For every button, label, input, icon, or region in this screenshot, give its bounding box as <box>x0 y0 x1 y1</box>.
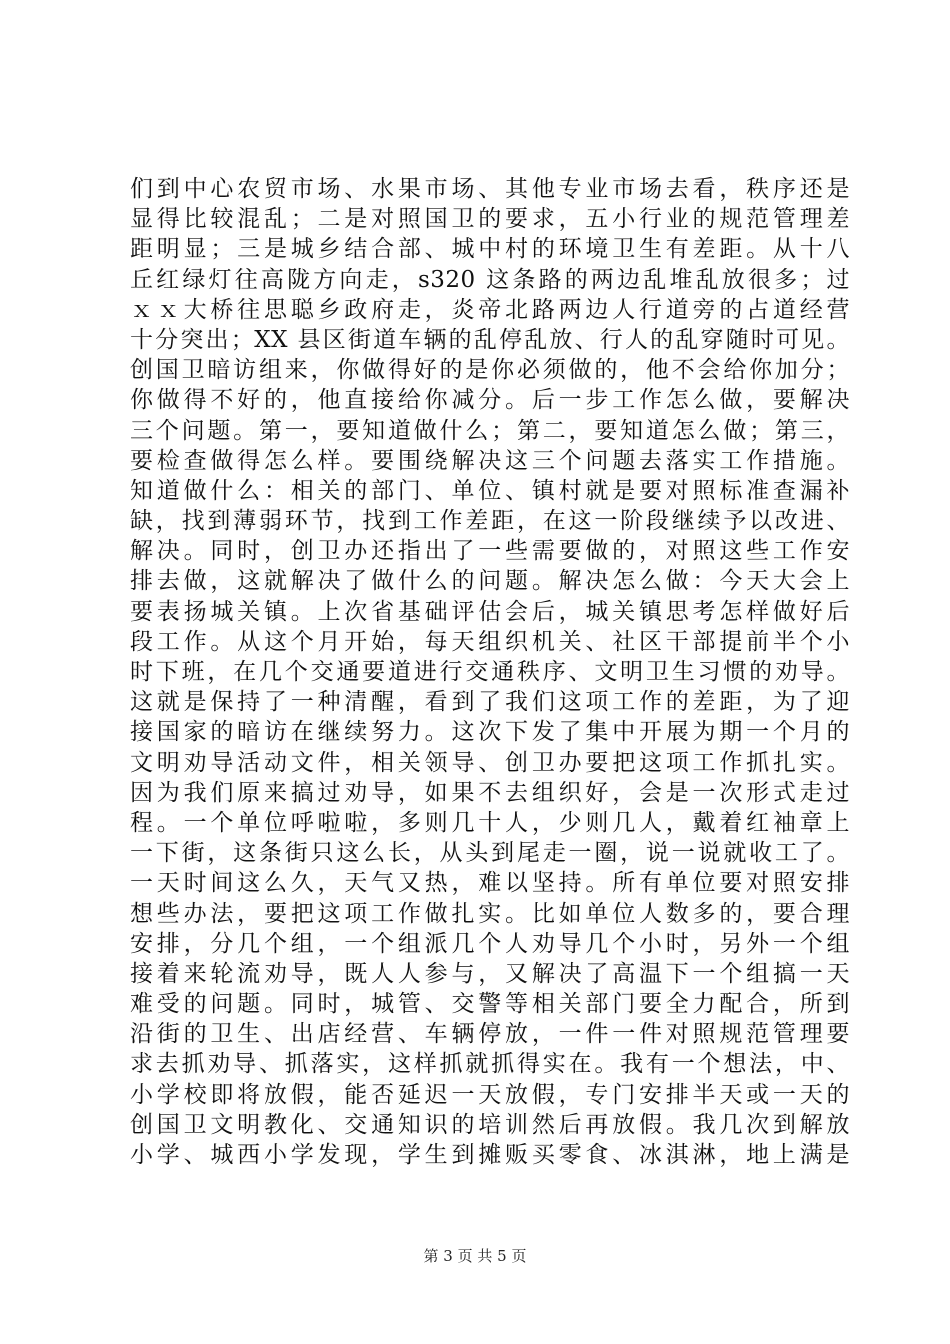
text-line: 排去做，这就解决了做什么的问题。解决怎么做：今天大会上 <box>130 568 850 595</box>
text-line: 文明劝导活动文件，相关领导、创卫办要把这项工作抓扎实。 <box>130 749 850 776</box>
text-line: 你做得不好的，他直接给你减分。后一步工作怎么做，要解决 <box>130 387 850 414</box>
text-line: 这就是保持了一种清醒，看到了我们这项工作的差距，为了迎 <box>130 689 850 716</box>
text-line: 创国卫暗访组来，你做得好的是你必须做的，他不会给你加分； <box>130 357 850 384</box>
text-line: 创国卫文明教化、交通知识的培训然后再放假。我几次到解放 <box>130 1111 850 1138</box>
text-line: 知道做什么：相关的部门、单位、镇村就是要对照标准查漏补 <box>130 477 850 504</box>
text-line: 丘红绿灯往高陇方向走，s320 这条路的两边乱堆乱放很多；过 <box>130 266 850 293</box>
text-line: 安排，分几个组，一个组派几个人劝导几个小时，另外一个组 <box>130 930 850 957</box>
body-paragraph <box>130 174 850 1170</box>
text-line: 小学、城西小学发现，学生到摊贩买零食、冰淇淋，地上满是 <box>130 1142 850 1168</box>
text-line: 求去抓劝导、抓落实，这样抓就抓得实在。我有一个想法，中、 <box>130 1051 850 1078</box>
text-line: 接国家的暗访在继续努力。这次下发了集中开展为期一个月的 <box>130 719 850 746</box>
text-line: 一天时间这么久，天气又热，难以坚持。所有单位要对照安排 <box>130 870 850 897</box>
page-footer: 第 3 页 共 5 页 <box>423 1247 527 1265</box>
text-line: 想些办法，要把这项工作做扎实。比如单位人数多的，要合理 <box>130 900 850 927</box>
text-line: 显得比较混乱；二是对照国卫的要求，五小行业的规范管理差 <box>130 206 850 233</box>
text-line: 小学校即将放假，能否延迟一天放假，专门安排半天或一天的 <box>130 1081 850 1108</box>
text-line: 一下街，这条街只这么长，从头到尾走一圈，说一说就收工了。 <box>130 840 850 867</box>
text-line: 三个问题。第一，要知道做什么；第二，要知道怎么做；第三， <box>130 417 850 444</box>
text-line: ｘｘ大桥往思聪乡政府走，炎帝北路两边人行道旁的占道经营 <box>130 296 850 323</box>
text-line: 段工作。从这个月开始，每天组织机关、社区干部提前半个小 <box>130 628 850 655</box>
text-line: 十分突出；XX 县区街道车辆的乱停乱放、行人的乱穿随时可见。 <box>130 326 850 353</box>
text-line: 沿街的卫生、出店经营、车辆停放，一件一件对照规范管理要 <box>130 1021 850 1048</box>
text-line: 解决。同时，创卫办还指出了一些需要做的，对照这些工作安 <box>130 538 850 565</box>
text-line: 缺，找到薄弱环节，找到工作差距，在这一阶段继续予以改进、 <box>130 508 850 535</box>
text-line: 程。一个单位呼啦啦，多则几十人，少则几人，戴着红袖章上 <box>130 809 850 836</box>
text-line: 接着来轮流劝导，既人人参与，又解决了高温下一个组搞一天 <box>130 960 850 987</box>
text-line: 因为我们原来搞过劝导，如果不去组织好，会是一次形式走过 <box>130 779 850 806</box>
text-line: 难受的问题。同时，城管、交警等相关部门要全力配合，所到 <box>130 991 850 1018</box>
text-line: 要检查做得怎么样。要围绕解决这三个问题去落实工作措施。 <box>130 447 850 474</box>
text-line: 们到中心农贸市场、水果市场、其他专业市场去看，秩序还是 <box>130 176 850 202</box>
text-line: 要表扬城关镇。上次省基础评估会后，城关镇思考怎样做好后 <box>130 598 850 625</box>
text-line: 距明显；三是城乡结合部、城中村的环境卫生有差距。从十八 <box>130 236 850 263</box>
text-line: 时下班，在几个交通要道进行交通秩序、文明卫生习惯的劝导。 <box>130 659 850 685</box>
